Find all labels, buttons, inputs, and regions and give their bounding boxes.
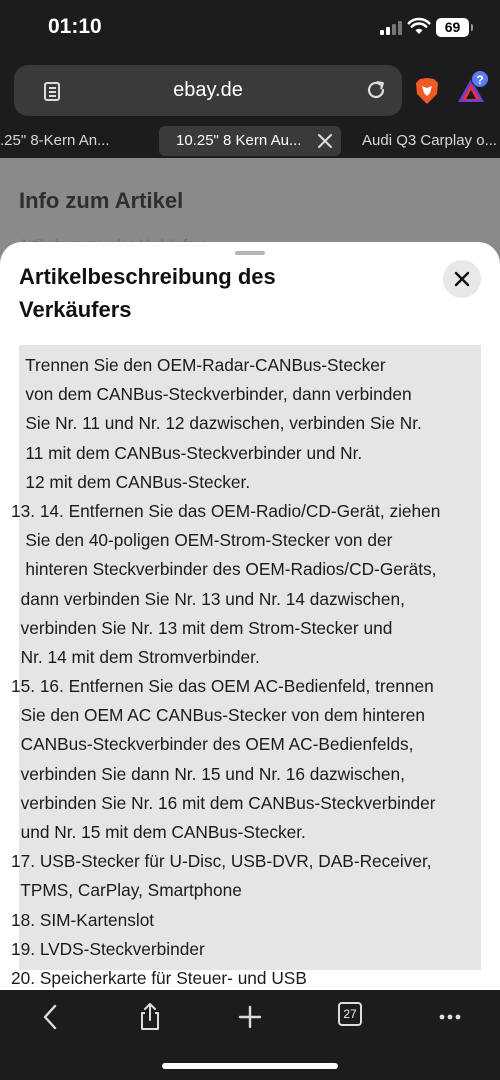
description-line: 20. Speicherkarte für Steuer- und USB <box>11 967 307 988</box>
new-tab-icon[interactable] <box>235 1002 265 1032</box>
description-line: 17. USB-Stecker für U-Disc, USB-DVR, DAB-Receiver, <box>11 851 432 872</box>
description-sheet <box>0 242 500 990</box>
sheet-title: Artikelbeschreibung des Verkäufers <box>19 264 276 322</box>
description-text <box>11 351 489 993</box>
rewards-badge: ? <box>471 70 489 88</box>
tabs-button[interactable]: 27 <box>338 1002 362 1026</box>
more-icon[interactable] <box>435 1002 465 1032</box>
tab-next[interactable]: Audi Q3 Carplay o... <box>362 132 498 149</box>
description-line: Sie Nr. 11 und Nr. 12 dazwischen, verbinden Sie Nr. <box>11 413 422 434</box>
description-line: hinteren Steckverbinder des OEM-Radios/CD-Geräts, <box>11 559 437 580</box>
description-line: 15. 16. Entfernen Sie das OEM AC-Bedienfeld, trennen <box>11 676 434 697</box>
tab-previous[interactable]: .25" 8-Kern An... <box>0 132 110 149</box>
description-line: dann verbinden Sie Nr. 13 und Nr. 14 dazwischen, <box>11 588 405 609</box>
description-line: Trennen Sie den OEM-Radar-CANBus-Stecker <box>11 355 386 375</box>
back-icon[interactable] <box>36 1002 66 1032</box>
tab-current-label: 10.25" 8 Kern Au... <box>176 132 302 149</box>
clock: 01:10 <box>48 15 102 38</box>
close-tab-icon[interactable] <box>315 131 335 151</box>
tab-current[interactable] <box>159 126 341 156</box>
description-line: Sie den OEM AC CANBus-Stecker von dem hinteren <box>11 705 425 726</box>
description-line: 19. LVDS-Steckverbinder <box>11 938 205 959</box>
reload-icon[interactable] <box>365 79 387 101</box>
page-heading: Info zum Artikel <box>19 188 184 213</box>
sheet-grabber[interactable] <box>235 251 265 255</box>
description-line: von dem CANBus-Steckverbinder, dann verbinden <box>11 384 412 405</box>
battery-icon: 69 <box>436 18 469 37</box>
description-line: TPMS, CarPlay, Smartphone <box>11 880 242 901</box>
description-line: Nr. 14 mit dem Stromverbinder. <box>11 646 260 667</box>
description-line: verbinden Sie Nr. 16 mit dem CANBus-Steckverbinder <box>11 792 436 813</box>
bottom-toolbar <box>0 990 500 1080</box>
close-icon <box>443 260 481 298</box>
cellular-signal-icon <box>380 21 402 35</box>
share-icon[interactable] <box>135 1002 165 1032</box>
wifi-icon <box>408 18 430 35</box>
description-line: 11 mit dem CANBus-Steckverbinder und Nr. <box>11 442 363 463</box>
description-frame[interactable] <box>11 345 481 988</box>
close-button[interactable] <box>443 260 481 298</box>
address-bar[interactable] <box>14 65 402 116</box>
description-line: 18. SIM-Kartenslot <box>11 909 155 930</box>
home-indicator[interactable] <box>162 1063 338 1069</box>
description-line: 13. 14. Entfernen Sie das OEM-Radio/CD-Gerät, ziehen <box>11 500 441 521</box>
description-line: Sie den 40-poligen OEM-Strom-Stecker von der <box>11 530 393 551</box>
description-line: verbinden Sie Nr. 13 mit dem Strom-Stecker und <box>11 617 393 638</box>
description-line: 12 mit dem CANBus-Stecker. <box>11 471 251 492</box>
status-bar <box>0 0 500 58</box>
url-text[interactable]: ebay.de <box>173 79 243 101</box>
tab-strip <box>0 126 500 158</box>
description-line: verbinden Sie dann Nr. 15 und Nr. 16 dazwischen, <box>11 763 405 784</box>
brave-shields-icon[interactable] <box>414 77 440 105</box>
description-line: und Nr. 15 mit dem CANBus-Stecker. <box>11 822 306 842</box>
description-line: CANBus-Steckverbinder des OEM AC-Bedienfelds, <box>11 734 414 755</box>
